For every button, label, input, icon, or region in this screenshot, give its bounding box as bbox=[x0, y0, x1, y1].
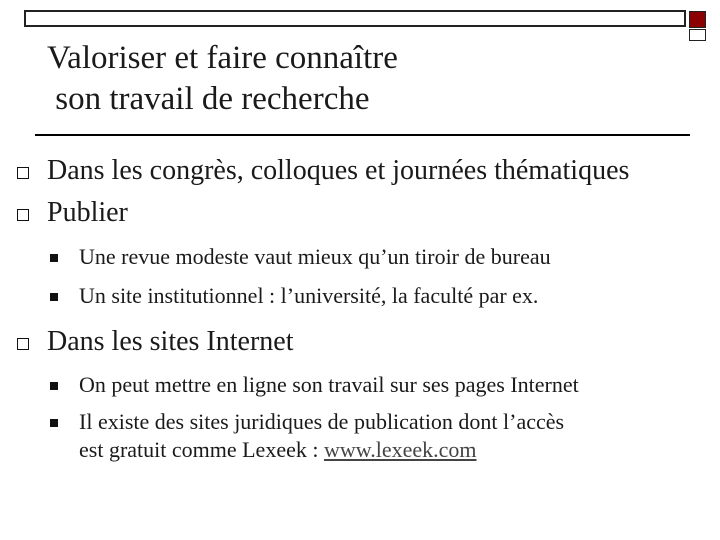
filled-square-bullet-icon bbox=[50, 382, 58, 390]
sub-bullet-sites-juridiques-line1: Il existe des sites juridiques de publication dont l’accès bbox=[79, 409, 565, 434]
sub-bullet-sites-juridiques bbox=[79, 408, 709, 464]
sub-bullet-site-institutionnel: Un site institutionnel : l’université, la faculté par ex. bbox=[79, 283, 539, 308]
filled-square-bullet-icon bbox=[50, 254, 58, 262]
bullet-congres: Dans les congrès, colloques et journées thématiques bbox=[47, 155, 630, 186]
sub-bullet-sites-juridiques-line2: est gratuit comme Lexeek : bbox=[79, 437, 324, 462]
title-line-1: Valoriser et faire connaître bbox=[47, 40, 398, 76]
hollow-square-bullet-icon bbox=[17, 338, 29, 350]
lexeek-link[interactable]: www.lexeek.com bbox=[323, 437, 477, 462]
hollow-square-bullet-icon bbox=[17, 167, 29, 179]
accent-square-white bbox=[689, 29, 706, 41]
sub-bullet-mettre-en-ligne: On peut mettre en ligne son travail sur ses pages Internet bbox=[79, 372, 579, 397]
hollow-square-bullet-icon bbox=[17, 209, 29, 221]
filled-square-bullet-icon bbox=[50, 419, 58, 427]
accent-square-red bbox=[689, 11, 706, 28]
sub-bullet-revue: Une revue modeste vaut mieux qu’un tiroir de bureau bbox=[79, 244, 551, 269]
title-line-2: son travail de recherche bbox=[47, 81, 370, 117]
slide-title bbox=[47, 38, 647, 120]
bullet-sites-internet: Dans les sites Internet bbox=[47, 326, 294, 357]
bullet-publier: Publier bbox=[47, 197, 128, 228]
filled-square-bullet-icon bbox=[50, 293, 58, 301]
title-divider bbox=[35, 134, 690, 136]
header-bar bbox=[24, 10, 686, 27]
